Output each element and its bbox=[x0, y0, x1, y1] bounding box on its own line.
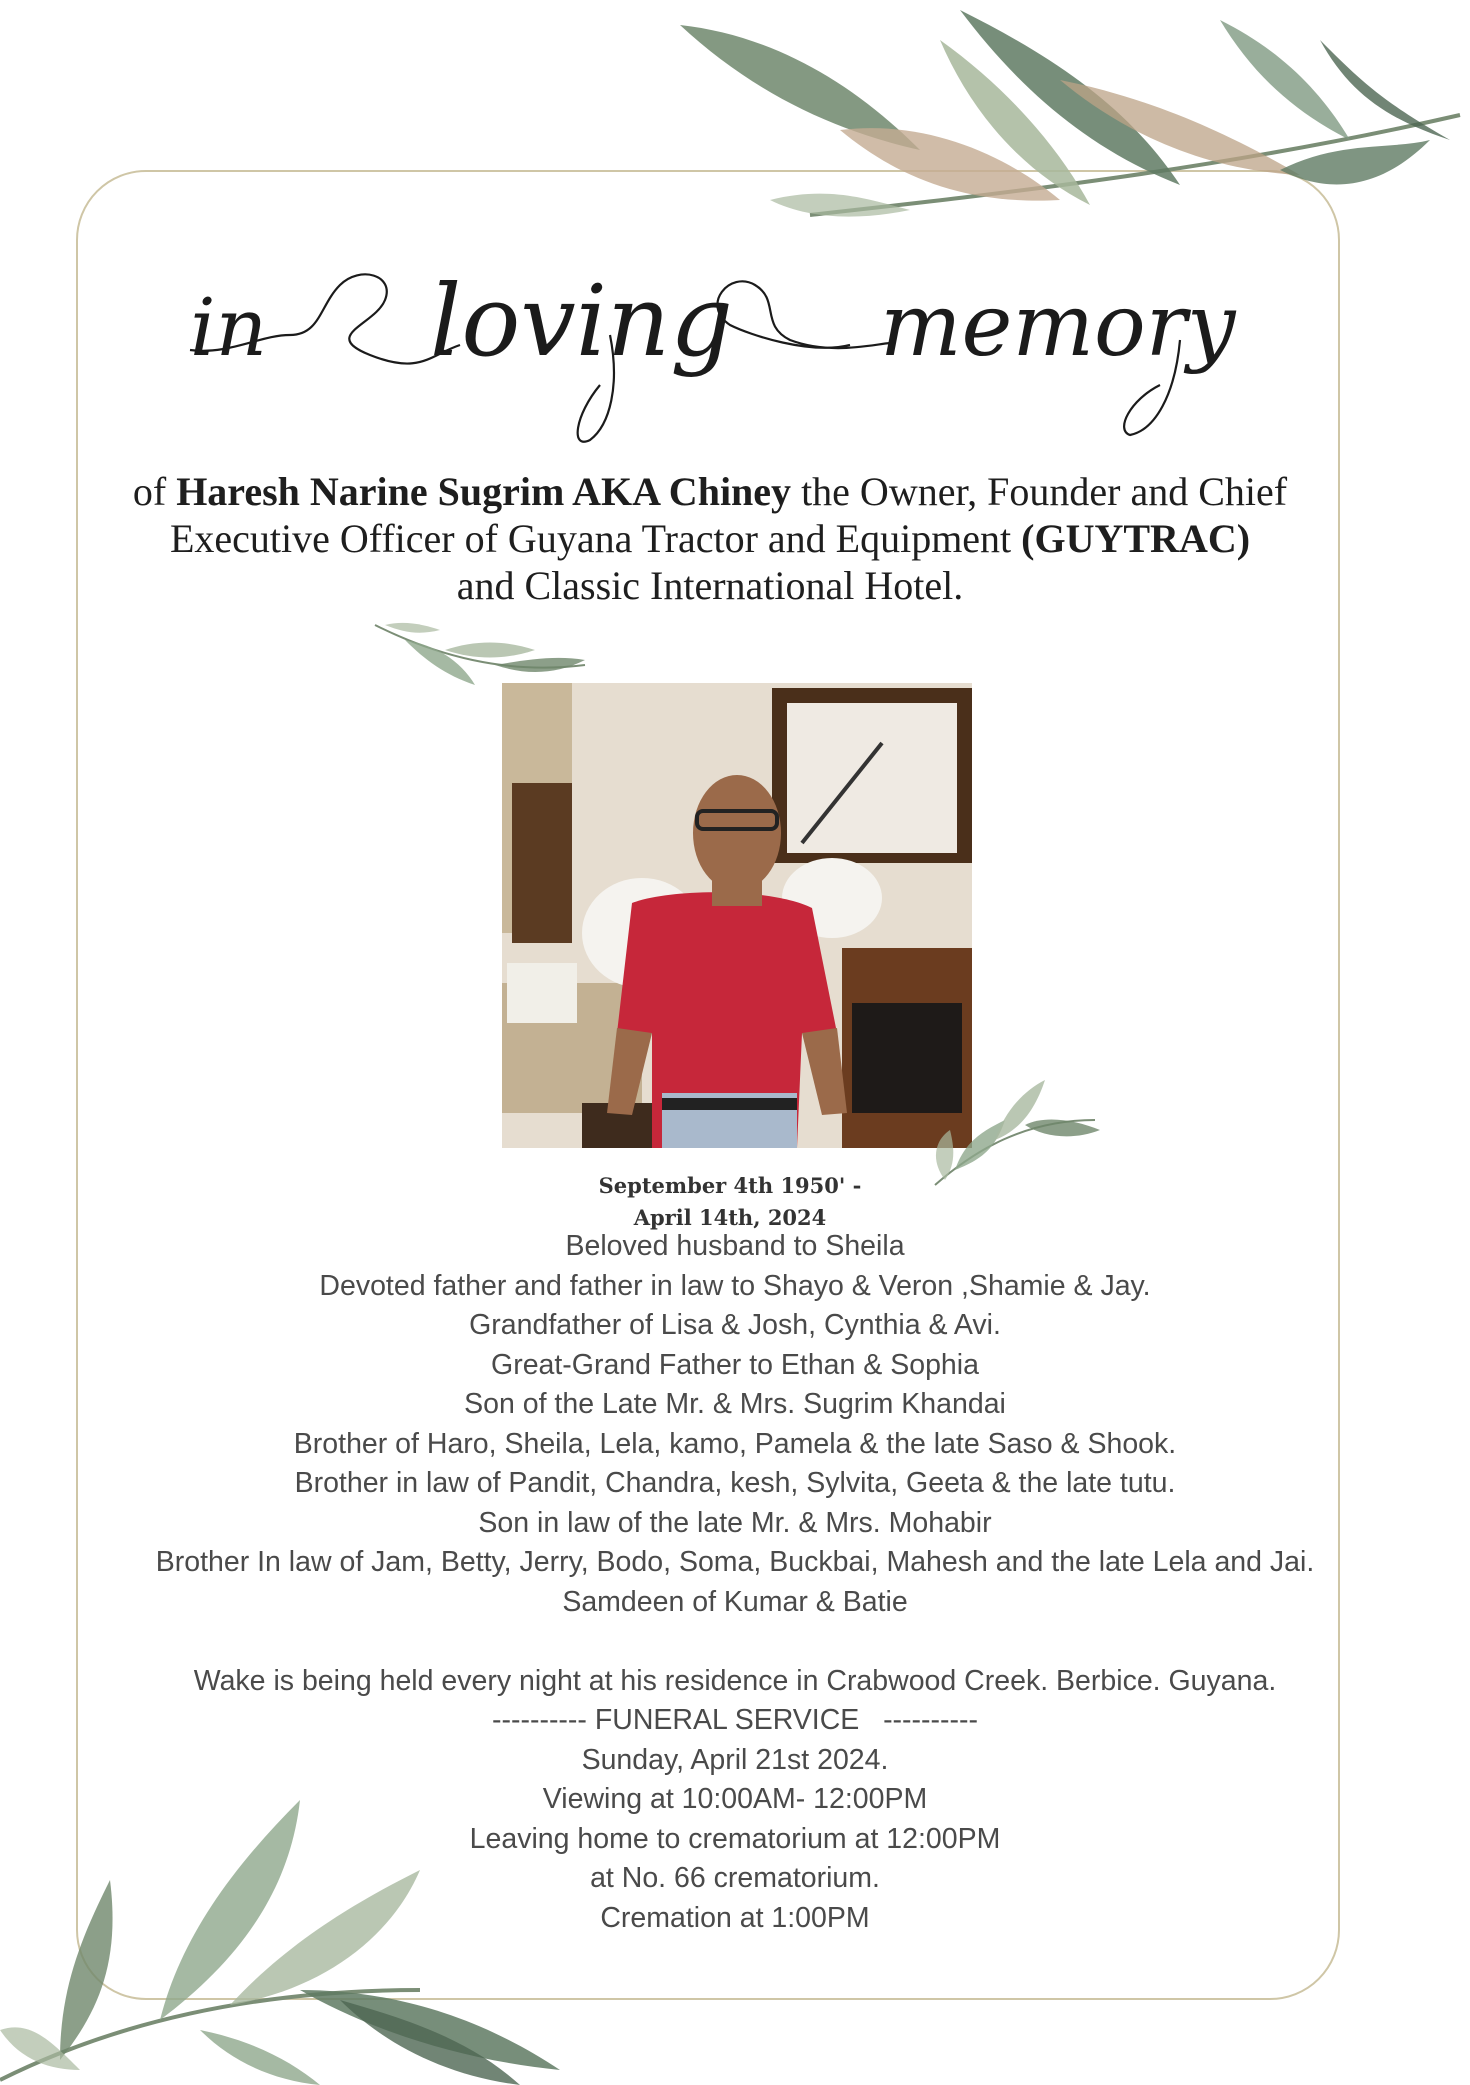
funeral-service-header: ---------- FUNERAL SERVICE ---------- bbox=[492, 1704, 978, 1736]
family-line: Brother of Haro, Sheila, Lela, kamo, Pamela & the late Saso & Shook. bbox=[293, 1427, 1177, 1460]
cremation-time: Cremation at 1:00PM bbox=[600, 1901, 870, 1934]
portrait-photo bbox=[502, 683, 972, 1148]
family-line: Brother In law of Jam, Betty, Jerry, Bodo, Soma, Buckbai, Mahesh and the late Lela and Jai. bbox=[155, 1546, 1315, 1578]
family-line: Beloved husband to Sheila bbox=[565, 1230, 905, 1262]
deceased-name: Haresh Narine Sugrim AKA Chiney bbox=[176, 469, 792, 514]
life-dates bbox=[560, 1170, 900, 1234]
title-word-memory: memory bbox=[880, 276, 1236, 376]
family-line: Grandfather of Lisa & Josh, Cynthia & Avi. bbox=[469, 1309, 1001, 1341]
family-line: Samdeen of Kumar & Batie bbox=[562, 1585, 908, 1618]
title-word-loving: loving bbox=[430, 265, 733, 379]
leaving-time: Leaving home to crematorium at 12:00PM bbox=[469, 1822, 1001, 1855]
title-word-in: in bbox=[190, 281, 268, 374]
wake-info: Wake is being held every night at his residence in Crabwood Creek. Berbice. Guyana. bbox=[193, 1664, 1277, 1697]
family-line: Son of the Late Mr. & Mrs. Sugrim Khandai bbox=[464, 1388, 1006, 1420]
intro-line3: and Classic International Hotel. bbox=[456, 563, 964, 608]
company-abbr: (GUYTRAC) bbox=[1021, 516, 1251, 561]
family-line: Son in law of the late Mr. & Mrs. Mohabir bbox=[478, 1506, 992, 1539]
viewing-time: Viewing at 10:00AM- 12:00PM bbox=[542, 1783, 928, 1815]
death-date: April 14th, 2024 bbox=[633, 1205, 827, 1230]
service-date: Sunday, April 21st 2024. bbox=[581, 1743, 889, 1776]
portrait-photo-icon bbox=[502, 683, 972, 1148]
birth-date: September 4th 1950' - bbox=[598, 1173, 862, 1198]
bottom-left-leaves-icon bbox=[0, 1790, 600, 2085]
family-line: Great-Grand Father to Ethan & Sophia bbox=[491, 1348, 979, 1381]
family-line: Brother in law of Pandit, Chandra, kesh, Sylvita, Geeta & the late tutu. bbox=[294, 1467, 1176, 1499]
intro-prefix: of bbox=[132, 469, 177, 514]
spacer bbox=[110, 1622, 1360, 1662]
intro-middle1: the Owner, Founder and Chief bbox=[791, 469, 1288, 514]
sprig-bottom-right-icon bbox=[925, 1060, 1105, 1190]
family-line: Devoted father and father in law to Shayo & Veron ,Shamie & Jay. bbox=[319, 1269, 1151, 1302]
intro-middle2: Executive Officer of Guyana Tractor and Equipment bbox=[169, 516, 1022, 561]
intro-text bbox=[90, 468, 1330, 609]
crematorium-location: at No. 66 crematorium. bbox=[590, 1862, 880, 1894]
in-loving-memory-heading bbox=[170, 225, 1250, 455]
